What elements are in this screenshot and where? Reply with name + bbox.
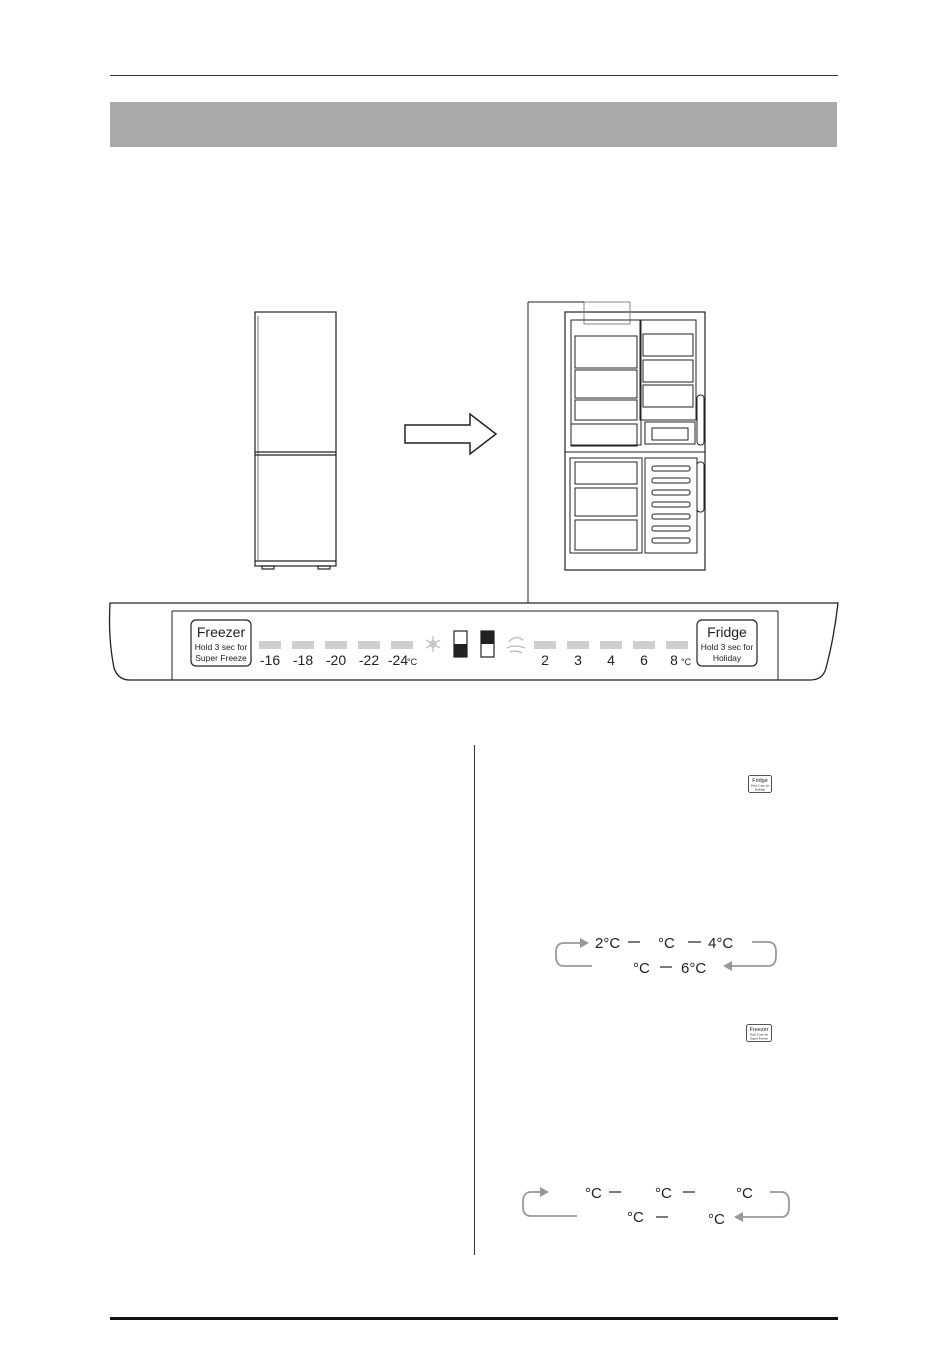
freezer-unit-label: °C (407, 657, 418, 667)
open-fridge-drawing (528, 302, 705, 606)
cycle-arrow-left-icon (556, 943, 592, 966)
freezer-indicator (358, 641, 380, 649)
fridge-cycle-top-1: 2°C (595, 935, 621, 952)
fridge-button-line2: Holiday (712, 653, 742, 663)
fridge-button[interactable] (697, 620, 757, 666)
fridge-temp-label: 8 (670, 652, 678, 668)
fridge-temp-label: 2 (541, 652, 549, 668)
fridge-temp-label: 6 (640, 652, 648, 668)
fridge-indicator (666, 641, 688, 649)
fridge-cycle-bottom-2: 6°C (681, 960, 707, 977)
freezer-button-line1: Hold 3 sec for (194, 642, 248, 652)
freezer-cycle-bottom-1: °C (627, 1209, 644, 1226)
lock-closed-icon (454, 631, 467, 657)
freezer-cycle-top-2: °C (655, 1185, 672, 1202)
bottom-rule (110, 1317, 838, 1320)
freezer-button-title: Freezer (196, 624, 246, 640)
freezer-cycle-top-1: °C (585, 1185, 602, 1202)
svg-text:Freezer: Freezer (749, 1027, 769, 1033)
fridge-unit-label: °C (681, 657, 692, 667)
arrow-right-icon (405, 414, 496, 454)
svg-text:Super Freeze: Super Freeze (749, 1036, 769, 1041)
freezer-indicator (325, 641, 347, 649)
freezer-temp-label: -20 (325, 652, 347, 668)
fridge-cycle-top-2: °C (658, 935, 675, 952)
svg-text:Fridge: Fridge (752, 778, 768, 784)
freezer-indicator (391, 641, 413, 649)
freezer-indicator (259, 641, 281, 649)
cycle-arrow-left-icon (523, 1192, 577, 1216)
freezer-temp-label: -24 (387, 652, 409, 668)
freezer-temp-label: -18 (292, 652, 314, 668)
svg-text:Holiday: Holiday (754, 787, 766, 792)
freezer-temp-label: -22 (358, 652, 380, 668)
mini-freezer-button-icon (746, 1024, 772, 1042)
svg-text:Hold 3 sec for: Hold 3 sec for (750, 783, 770, 788)
freezer-temp-label: -16 (259, 652, 281, 668)
freezer-cycle-top-3: °C (736, 1185, 753, 1202)
freezer-button[interactable] (191, 620, 251, 666)
svg-text:Hold 3 sec for: Hold 3 sec for (749, 1032, 769, 1037)
closed-fridge-drawing (255, 312, 336, 569)
fridge-indicator (600, 641, 622, 649)
fridge-temp-label: 4 (607, 652, 615, 668)
fridge-indicator (633, 641, 655, 649)
freezer-temp-cycle-diagram (515, 1180, 800, 1232)
fridge-button-line1: Hold 3 sec for (700, 642, 754, 652)
freezer-button-line2: Super Freeze (195, 653, 247, 663)
fridge-button-title: Fridge (707, 624, 747, 640)
fridge-indicator (567, 641, 589, 649)
fridge-temp-cycle-diagram (550, 928, 790, 980)
cycle-arrow-right-icon (732, 942, 776, 966)
column-divider (474, 745, 475, 1255)
freezer-indicator (292, 641, 314, 649)
fridge-cycle-bottom-1: °C (633, 960, 650, 977)
fridge-cycle-top-3: 4°C (708, 935, 734, 952)
fridge-indicator (534, 641, 556, 649)
control-panel (0, 598, 950, 688)
lock-open-icon (481, 631, 494, 657)
fridge-temp-label: 3 (574, 652, 582, 668)
mini-fridge-button-icon (748, 775, 772, 793)
freezer-cycle-bottom-2: °C (708, 1211, 725, 1228)
